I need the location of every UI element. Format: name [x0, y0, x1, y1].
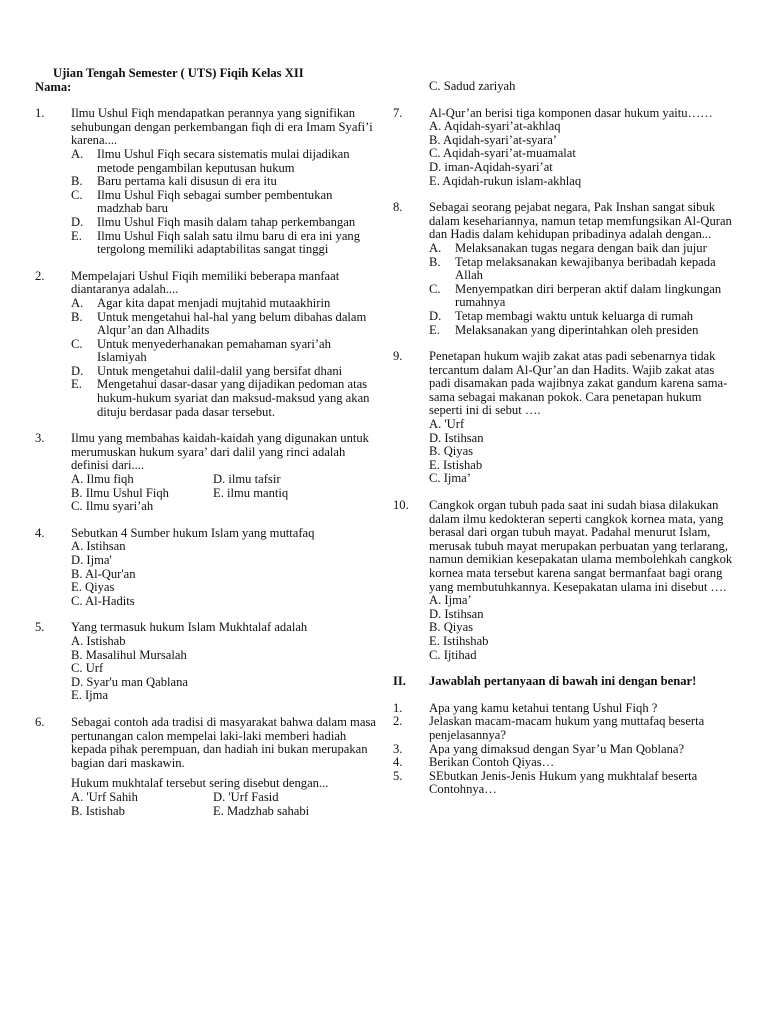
essay-question — [393, 702, 735, 716]
answer-option: C. Urf — [71, 661, 104, 676]
answer-option: E. ilmu mantiq — [213, 485, 289, 500]
question-number: 10. — [393, 498, 409, 513]
answer-option — [71, 338, 380, 365]
option-text: Untuk mengetahui hal-hal yang belum dibahas dalam Alqur’an dan Alhadits — [97, 309, 367, 338]
question-number: 7. — [393, 105, 403, 120]
option-letter: E. — [71, 377, 82, 392]
question-prompt: Hukum mukhtalaf tersebut sering disebut dengan... — [71, 776, 329, 791]
question-text: Cangkok organ tubuh pada saat ini sudah biasa dilakukan dalam ilmu kedokteran seperti cangkok kornea mata, yang berasal dari organ tubuh mayat. Padahal menurut Islam, merusak tubuh mayat merupakan perbuatan yang terlarang, namun demikian kesepakatan ulama membolehkah cangkok kornea mata tersebut karena sangat bermanfaat bagi orang yang membutuhkannya. Kesepakatan ulama ini disebut …. — [429, 498, 733, 594]
option-text: Ilmu Ushul Fiqh secara sistematis mulai dijadikan metode pengambilan keputusan hukum — [97, 146, 350, 175]
question-1 — [35, 107, 380, 148]
answer-option: D. iman-Aqidah-syari’at — [429, 159, 553, 174]
answer-option — [429, 310, 735, 324]
answer-option — [71, 365, 380, 379]
essay-number: 1. — [393, 700, 403, 715]
question-9 — [393, 350, 735, 418]
answer-option: E. Qiyas — [71, 580, 115, 595]
answer-option: C. Ijtihad — [429, 647, 477, 662]
answer-option — [429, 324, 735, 338]
answer-option — [429, 256, 735, 283]
option-letter: C. — [429, 281, 441, 296]
spacer — [35, 514, 380, 527]
question-number: 9. — [393, 349, 403, 364]
essay-question — [393, 770, 735, 797]
answer-option — [429, 283, 735, 310]
option-text: Baru pertama kali disusun di era itu — [97, 174, 277, 189]
option-text: Untuk mengetahui dalil-dalil yang bersifat dhani — [97, 363, 343, 378]
answer-option: E. Istishab — [429, 457, 483, 472]
essay-text: SEbutkan Jenis-Jenis Hukum yang mukhtalaf beserta Contohnya… — [429, 768, 698, 797]
exam-title: Ujian Tengah Semester ( UTS) Fiqih Kelas XII — [53, 66, 304, 80]
essay-section-heading — [393, 675, 735, 689]
option-text: Melaksanakan tugas negara dengan baik dan jujur — [455, 240, 707, 255]
answer-option: C. Al-Hadits — [71, 593, 135, 608]
answer-option: A. 'Urf — [429, 417, 465, 432]
question-text: Al-Qur’an berisi tiga komponen dasar hukum yaitu…… — [429, 105, 713, 120]
answer-option: E. Istihshab — [429, 633, 489, 648]
question-text: Sebagai contoh ada tradisi di masyarakat bahwa dalam masa pertunangan calon mempelai laki-laki memberi hadiah kepada pihak perempuan, dan hadiah ini bukan merupakan bagian dari maskawin. — [71, 714, 376, 770]
option-letter: C. — [71, 187, 83, 202]
essay-question — [393, 715, 735, 742]
answer-option — [71, 175, 380, 189]
question-10 — [393, 499, 735, 594]
answer-option: B. Al-Qur'an — [71, 566, 136, 581]
essay-text: Apa yang dimaksud dengan Syar’u Man Qoblana? — [429, 741, 685, 756]
question-text: Sebutkan 4 Sumber hukum Islam yang muttafaq — [71, 525, 315, 540]
question-text: Penetapan hukum wajib zakat atas padi sebenarnya tidak tercantum dalam Al-Qur’an dan Hadits. Wajib zakat atas padi disamakan pada wajibnya zakat gandum karena sama-sama sebagai makanan pokok. Cara penetapan hukum seperti ini di sebut …. — [429, 349, 728, 418]
question-text: Ilmu yang membahas kaidah-kaidah yang digunakan untuk merumuskan hukum syara’ dari dalil yang rinci adalah definisi dari.... — [71, 431, 369, 473]
option-letter: E. — [429, 322, 440, 337]
essay-number: 5. — [393, 768, 403, 783]
option-text: Ilmu Ushul Fiqh sebagai sumber pembentukan madzhab baru — [97, 187, 333, 216]
question-text: Yang termasuk hukum Islam Mukhtalaf adalah — [71, 620, 308, 635]
answer-option: C. Aqidah-syari’at-muamalat — [429, 146, 576, 161]
answer-option: C. Ijma’ — [429, 471, 471, 486]
option-text: Agar kita dapat menjadi mujtahid mutaakhirin — [97, 295, 331, 310]
question-number: 4. — [35, 525, 45, 540]
answer-option: D. Istihsan — [429, 606, 484, 621]
section-heading: Jawablah pertanyaan di bawah ini dengan benar! — [429, 674, 697, 689]
answer-option: C. Ilmu syari’ah — [71, 499, 154, 514]
answer-option: A. Ijma’ — [429, 593, 472, 608]
answer-option: B. Ilmu Ushul Fiqh — [71, 485, 169, 500]
question-number: 2. — [35, 268, 45, 283]
essay-number: 4. — [393, 755, 403, 770]
answer-option: A. 'Urf Sahih — [71, 789, 138, 804]
question-2 — [35, 270, 380, 297]
option-letter: A. — [71, 146, 84, 161]
answer-option: B. Aqidah-syari’at-syara’ — [429, 132, 557, 147]
essay-number: 2. — [393, 714, 403, 729]
answer-option: D. Istihsan — [429, 430, 484, 445]
option-text: Ilmu Ushul Fiqh masih dalam tahap perkembangan — [97, 214, 356, 229]
question-number: 3. — [35, 431, 45, 446]
answer-option: C. Sadud zariyah — [429, 79, 516, 93]
right-column — [393, 80, 735, 797]
option-letter: E. — [71, 228, 82, 243]
answer-option: B. Masalihul Mursalah — [71, 647, 187, 662]
question-number: 8. — [393, 200, 403, 215]
answer-option — [71, 378, 380, 419]
spacer — [35, 703, 380, 716]
answer-option — [71, 311, 380, 338]
essay-text: Berikan Contoh Qiyas… — [429, 755, 555, 770]
answer-option: E. Aqidah-rukun islam-akhlaq — [429, 173, 582, 188]
question-text: Sebagai seorang pejabat negara, Pak Inshan sangat sibuk dalam kesehariannya, namun tetap memfungsikan Al-Quran dan Hadis dalam kehidupan pribadinya adalah dengan... — [429, 200, 732, 242]
answer-option — [213, 500, 380, 514]
essay-question — [393, 743, 735, 757]
option-letter: C. — [71, 336, 83, 351]
essay-number: 3. — [393, 741, 403, 756]
option-letter: D. — [71, 214, 84, 229]
answer-option — [71, 216, 380, 230]
answer-options-grid — [71, 791, 380, 818]
option-text: Mengetahui dasar-dasar yang dijadikan pedoman atas hukum-hukum syariat dan maksud-maksud yang akan dituju berdasar pada dasar tersebut. — [97, 377, 370, 419]
answer-options-grid — [71, 473, 380, 514]
question-text: Mempelajari Ushul Fiqih memiliki beberapa manfaat diantaranya adalah.... — [71, 268, 340, 297]
option-text: Melaksanakan yang diperintahkan oleh presiden — [455, 322, 699, 337]
spacer — [35, 257, 380, 270]
spacer — [393, 689, 735, 702]
question-4 — [35, 527, 380, 541]
answer-option — [71, 230, 380, 257]
essay-text: Jelaskan macam-macam hukum yang muttafaq beserta penjelasannya? — [429, 714, 705, 742]
section-number: II. — [393, 674, 406, 689]
question-text: Ilmu Ushul Fiqh mendapatkan perannya yang signifikan sehubungan dengan perkembangan fiqh di era Imam Syafi’i karena.... — [71, 106, 373, 148]
name-label: Nama: — [35, 79, 72, 94]
question-number: 1. — [35, 106, 45, 121]
answer-option: B. Istishab — [71, 803, 125, 818]
answer-option: B. Qiyas — [429, 620, 474, 635]
answer-option — [71, 148, 380, 175]
option-text: Tetap melaksanakan kewajibanya beribadah kepada Allah — [455, 254, 716, 283]
option-letter: B. — [429, 254, 441, 269]
answer-option: D. Syar'u man Qablana — [71, 674, 188, 689]
option-letter: B. — [71, 174, 83, 189]
answer-option: E. Madzhab sahabi — [213, 803, 310, 818]
option-text: Menyempatkan diri berperan aktif dalam lingkungan rumahnya — [455, 281, 722, 310]
answer-option — [429, 242, 735, 256]
option-text: Untuk menyederhanakan pemahaman syari’ah Islamiyah — [97, 336, 331, 365]
answer-option: E. Ijma — [71, 688, 109, 703]
essay-text: Apa yang kamu ketahui tentang Ushul Fiqh ? — [429, 700, 658, 715]
answer-option: A. Ilmu fiqh — [71, 472, 134, 487]
option-letter: A. — [429, 240, 442, 255]
answer-option: A. Istishab — [71, 633, 126, 648]
option-letter: A. — [71, 295, 84, 310]
option-text: Tetap membagi waktu untuk keluarga di rumah — [455, 308, 694, 323]
option-text: Ilmu Ushul Fiqh salah satu ilmu baru di era ini yang tergolong memiliki adaptabilitas sangat tinggi — [97, 228, 361, 257]
question-5 — [35, 621, 380, 635]
answer-option: D. ilmu tafsir — [213, 472, 281, 487]
answer-option: D. 'Urf Fasid — [213, 789, 279, 804]
left-column — [35, 67, 380, 818]
option-letter: D. — [429, 308, 442, 323]
option-letter: D. — [71, 363, 84, 378]
answer-option — [71, 189, 380, 216]
question-7 — [393, 107, 735, 121]
answer-option: D. Ijma' — [71, 553, 112, 567]
question-number: 5. — [35, 620, 45, 635]
essay-question — [393, 756, 735, 770]
question-6 — [35, 716, 380, 770]
question-3 — [35, 432, 380, 473]
answer-option: A. Istihsan — [71, 539, 126, 554]
question-number: 6. — [35, 714, 45, 729]
answer-option: B. Qiyas — [429, 444, 474, 459]
answer-option: A. Aqidah-syari’at-akhlaq — [429, 119, 561, 134]
spacer — [393, 94, 735, 107]
answer-option — [71, 297, 380, 311]
question-8 — [393, 201, 735, 242]
option-letter: B. — [71, 309, 83, 324]
